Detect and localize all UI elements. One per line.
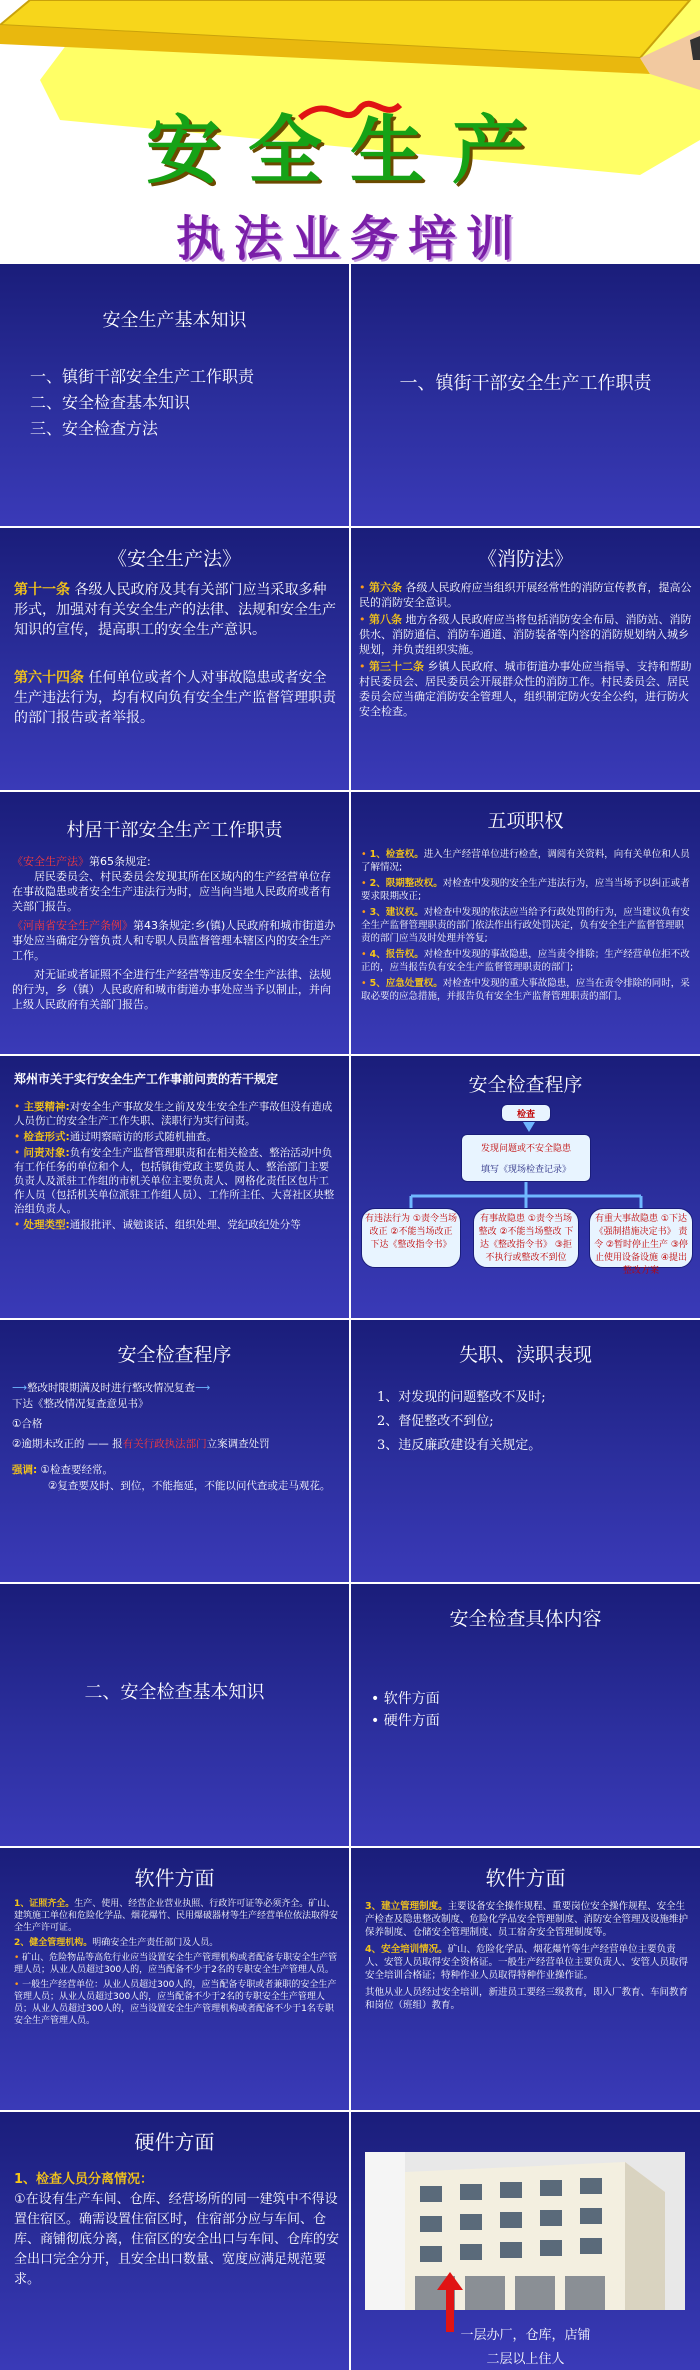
hardware-text — [14, 2170, 340, 2290]
slide-five-powers — [351, 792, 700, 1054]
toc-list — [30, 364, 254, 442]
law-clause: 第43条规定: — [133, 919, 195, 932]
law-article-64 — [14, 668, 339, 728]
dereliction-item: 1、对发现的问题整改不及时; — [377, 1390, 546, 1405]
toc-item-1: 一、镇街干部安全生产工作职责 — [30, 367, 255, 386]
slide-section-1 — [351, 264, 700, 526]
slide-title: 一、镇街干部安全生产工作职责 — [399, 373, 652, 394]
procedure-step-overdue: ②逾期未改正的 —— 报有关行政执法部门立案调查处罚 — [12, 1438, 270, 1450]
power-item: • 2、限期整改权。对检查中发现的安全生产违法行为，应当当场予以纠正或者要求限期改正; — [361, 878, 690, 902]
duty-para-3: 对无证或者证照不全进行生产经营等违反安全生产法律、法规的行为，乡（镇）人民政府和城市街道办事处应当予以制止，并向上级人民政府有关部门报告。 — [12, 968, 331, 1011]
article-label: 第三十二条 — [369, 660, 424, 673]
duty-text — [12, 854, 338, 1012]
title-banner — [0, 0, 700, 262]
flow-arrow-down-icon — [523, 1122, 535, 1132]
flow-box-hazard: 有事故隐患 ①责令当场整改 ②不能当场整改 下达《整改指令书》 ③拒不执行或整改不到位 — [473, 1208, 579, 1268]
power-item: • 5、应急处置权。对检查中发现的重大事故隐患，应当在责令排除的同时，采取必要的应急措施，并报告负有安全生产监督管理职责的部门。 — [361, 978, 690, 1002]
building-illustration — [365, 2152, 685, 2310]
law-name: 《安全生产法》 — [12, 855, 89, 868]
slide-hardware — [0, 2112, 349, 2370]
flow-box-check: 检查 — [501, 1104, 551, 1122]
slide-work-safety-law — [0, 528, 349, 790]
slide-zhengzhou-rules — [0, 1056, 349, 1318]
fire-article: • 第八条 地方各级人民政府应当将包括消防安全布局、消防站、消防供水、消防通信、消防车通道、消防装备等内容的消防规划纳入城乡规划，并负责组织实施。 — [359, 613, 692, 656]
flow-box-major-hazard: 有重大事故隐患 ①下达《强制措施决定书》 责令 ②暂时停止生产 ③停止使用设备设施 ④提出整改方案 — [589, 1208, 693, 1268]
power-item: • 4、报告权。对检查中发现的事故隐患，应当责令排除；生产经营单位拒不改正的，应当报告负有安全生产监督管理职责的部门; — [361, 949, 690, 973]
dereliction-list — [377, 1386, 677, 1458]
slide-village-duties — [0, 792, 349, 1054]
duty-para-1 — [12, 854, 338, 869]
article-label: 第六条 — [369, 581, 402, 594]
duty-para-1-body: 居民委员会、村民委员会发现其所在区域内的生产经营单位存在事故隐患或者安全生产违法行为时，应当向当地人民政府或者有关部门报告。 — [12, 870, 331, 913]
power-item: • 1、检查权。进入生产经营单位进行检查，调阅有关资料，向有关单位和人员了解情况; — [361, 849, 690, 873]
rule-item: • 处理类型:通报批评、诫勉谈话、组织处理、党纪政纪处分等 — [14, 1219, 301, 1231]
slide-fire-law — [351, 528, 700, 790]
law-article-11 — [14, 580, 339, 640]
article-label: 第八条 — [369, 613, 402, 626]
slide-title: 安全检查程序 — [117, 1344, 232, 1366]
slide-software-2 — [351, 1848, 700, 2110]
contents-item-hardware: • 硬件方面 — [371, 1713, 440, 1729]
article-label: 第六十四条 — [14, 670, 84, 686]
fire-article: • 第六条 各级人民政府应当组织开展经常性的消防宣传教育，提高公民的消防安全意识。 — [359, 581, 692, 609]
slide-title: 安全生产基本知识 — [102, 310, 247, 331]
procedure-note-2: ②复查要及时、到位，不能拖延，不能以问代查或走马观花。 — [48, 1480, 331, 1492]
title-sub: 执法业务培训 — [175, 211, 524, 262]
slide-title: 安全检查程序 — [468, 1074, 583, 1096]
hardware-body: ①在设有生产车间、仓库、经营场所的同一建筑中不得设置住宿区。确需设置住宿区时，住宿部分应与车间、仓库、商铺彻底分离，住宿区的安全出口与车间、仓库的安全出口完全分开，且安全出口数量、宽度应满足规范要求。 — [14, 2192, 340, 2287]
dereliction-item: 3、违反廉政建设有关规定。 — [377, 1438, 542, 1453]
slide-title: 软件方面 — [134, 1866, 215, 1890]
software-item: • 一般生产经营单位：从业人员超过300人的，应当配备专职或者兼职的安全生产管理人员；从业人员超过300人的，应当配备不少于2名的专职安全生产管理人员；从业人员超过300人的，应当设置安全生产管理机构或者配备不少于1名专职安全生产管理人员。 — [14, 1980, 337, 2026]
procedure-step-pass: ①合格 — [12, 1418, 43, 1430]
article-text: 地方各级人民政府应当将包括消防安全布局、消防站、消防供水、消防通信、消防车通道、消防装备等内容的消防规划纳入城乡规划，并负责组织实施。 — [359, 613, 692, 656]
slide-title: 失职、渎职表现 — [458, 1344, 592, 1366]
rule-item: • 问责对象:负有安全生产监督管理职责和在相关检查、整治活动中负有工作任务的单位和个人，包括镇街党政主要负责人、整治部门主要负责人及派驻工作组的市机关单位主要负责人、网格化责任区包片工作人员（包括机关单位派驻工作组人员）、工作所主任、大喜社区块整治组负责人。 — [14, 1147, 335, 1215]
fire-article: • 第三十二条 乡镇人民政府、城市街道办事处应当指导、支持和帮助村民委员会、居民委员会开展群众性的消防工作。村民委员会、居民委员会应当确定消防安全管理人，组织制定防火安全公约，进行防火安全检查。 — [359, 660, 692, 718]
dereliction-item: 2、督促整改不到位; — [377, 1414, 494, 1429]
arrow-up-icon — [435, 2272, 465, 2332]
title-main: 安全生产 — [146, 108, 554, 194]
flow-box-violation: 有违法行为 ①责令当场改正 ②不能当场改正 下达《整改指令书》 — [361, 1208, 461, 1268]
flow-box-problem: 发现问题或不安全隐患 填写《现场检查记录》 — [461, 1134, 591, 1182]
law-clause-body: 乡(镇)人民政府和城市街道办事处应当确定分管负责人和专职人员监督管理本辖区内的安全生产工作。 — [12, 919, 336, 962]
slide-title: 《消防法》 — [477, 548, 573, 570]
slide-title: 五项职权 — [487, 810, 564, 832]
article-label: 第十一条 — [14, 582, 70, 598]
building-caption-1: 一层办厂，仓库，店铺 — [460, 2328, 591, 2343]
slide-title: 《安全生产法》 — [107, 548, 241, 570]
software-item: 2、健全管理机构。明确安全生产责任部门及人员。 — [14, 1938, 219, 1948]
rule-item: • 主要精神:对安全生产事故发生之前及发生安全生产事故但没有造成人员伤亡的安全生产工作失职、渎职行为实行问责。 — [14, 1101, 333, 1127]
slide-title: 村居干部安全生产工作职责 — [66, 820, 283, 841]
building-caption-2: 二层以上住人 — [486, 2352, 565, 2367]
powers-list — [361, 848, 691, 1003]
software-list — [14, 1898, 340, 2027]
procedure-note: 强调: ①检查要经常。 — [12, 1464, 113, 1476]
toc-item-2: 二、安全检查基本知识 — [30, 393, 191, 412]
slide-section-2 — [0, 1584, 349, 1846]
procedure-steps — [12, 1380, 342, 1494]
slide-title: 二、安全检查基本知识 — [84, 1682, 265, 1703]
law-name: 《河南省安全生产条例》 — [12, 919, 133, 932]
slide-title: 硬件方面 — [134, 2130, 215, 2154]
article-text: 任何单位或者个人对事故隐患或者安全生产违法行为，均有权向负有安全生产监督管理职责的部门报告或者举报。 — [14, 670, 336, 726]
building-photo — [365, 2152, 685, 2310]
slide-title: 郑州市关于实行安全生产工作事前问责的若干规定 — [14, 1072, 279, 1086]
procedure-step-recheck: ⟶整改时限期满及时进行整改情况复查⟶下达《整改情况复查意见书》 — [12, 1382, 211, 1410]
contents-item-software: • 软件方面 — [371, 1691, 440, 1707]
slide-title: 软件方面 — [485, 1866, 566, 1890]
rules-list — [14, 1100, 339, 1232]
slide-inspection-procedure-flow — [351, 1056, 700, 1318]
software-item: 1、证照齐全。生产、使用、经营企业营业执照、行政许可证等必须齐全。矿山、建筑施工单位和危险化学品、烟花爆竹、民用爆破器材等生产经营单位依法取得安全生产许可证。 — [14, 1899, 339, 1933]
duty-para-2 — [12, 918, 338, 963]
slide-title: 安全检查具体内容 — [449, 1608, 602, 1630]
slide-inspection-contents — [351, 1584, 700, 1846]
toc-item-3: 三、安全检查方法 — [30, 419, 159, 438]
slide-inspection-procedure — [0, 1320, 349, 1582]
power-item: • 3、建议权。对检查中发现的依法应当给予行政处罚的行为，应当建议负有安全生产监督管理职责的部门依法作出行政处罚决定，负有安全生产监督管理职责的部门应当及时处理并答复; — [361, 907, 690, 944]
article-text: 各级人民政府应当组织开展经常性的消防宣传教育，提高公民的消防安全意识。 — [359, 581, 692, 609]
article-text: 各级人民政府及其有关部门应当采取多种形式，加强对有关安全生产的法律、法规和安全生产知识的宣传，提高职工的安全生产意识。 — [14, 582, 336, 638]
article-text: 乡镇人民政府、城市街道办事处应当指导、支持和帮助村民委员会、居民委员会开展群众性的消防工作。村民委员会、居民委员会应当确定消防安全管理人，组织制定防火安全公约，进行防火安全检查。 — [359, 660, 692, 718]
slide-dereliction — [351, 1320, 700, 1582]
software-item: 其他从业人员经过安全培训，新进员工要经三级教育，即入厂教育、车间教育和岗位（班组）教育。 — [365, 1987, 689, 2011]
law-clause: 第65条规定: — [89, 855, 151, 868]
software-item: • 矿山、危险物品等高危行业应当设置安全生产管理机构或者配备专职安全生产管理人员；从业人员超过300人的，应当配备不少于2名的专职安全生产管理人员。 — [14, 1953, 338, 1975]
hardware-heading: 1、检查人员分离情况： — [14, 2172, 154, 2187]
software-list — [365, 1900, 691, 2012]
software-item: 4、安全培训情况。矿山、危险化学品、烟花爆竹等生产经营单位主要负责人、安管人员取得安全资格证。一般生产经营单位主要负责人、安管人员取得安全培训合格证；特种作业人员取得特种作业操作证。 — [365, 1944, 689, 1981]
contents-list — [371, 1688, 440, 1732]
software-item: 3、建立管理制度。主要设备安全操作规程、重要岗位安全操作规程、安全生产检查及隐患整改制度、危险化学品安全管理制度、消防安全管理及设施维护保养制度、仓储安全管理制度、员工宿舍安全管理制度等。 — [365, 1901, 689, 1938]
fire-article-list — [359, 580, 692, 719]
rule-item: • 检查形式:通过明察暗访的形式随机抽查。 — [14, 1131, 217, 1143]
slide-software-1 — [0, 1848, 349, 2110]
slide-basic-knowledge — [0, 264, 349, 526]
slide-building-photo — [351, 2112, 700, 2370]
